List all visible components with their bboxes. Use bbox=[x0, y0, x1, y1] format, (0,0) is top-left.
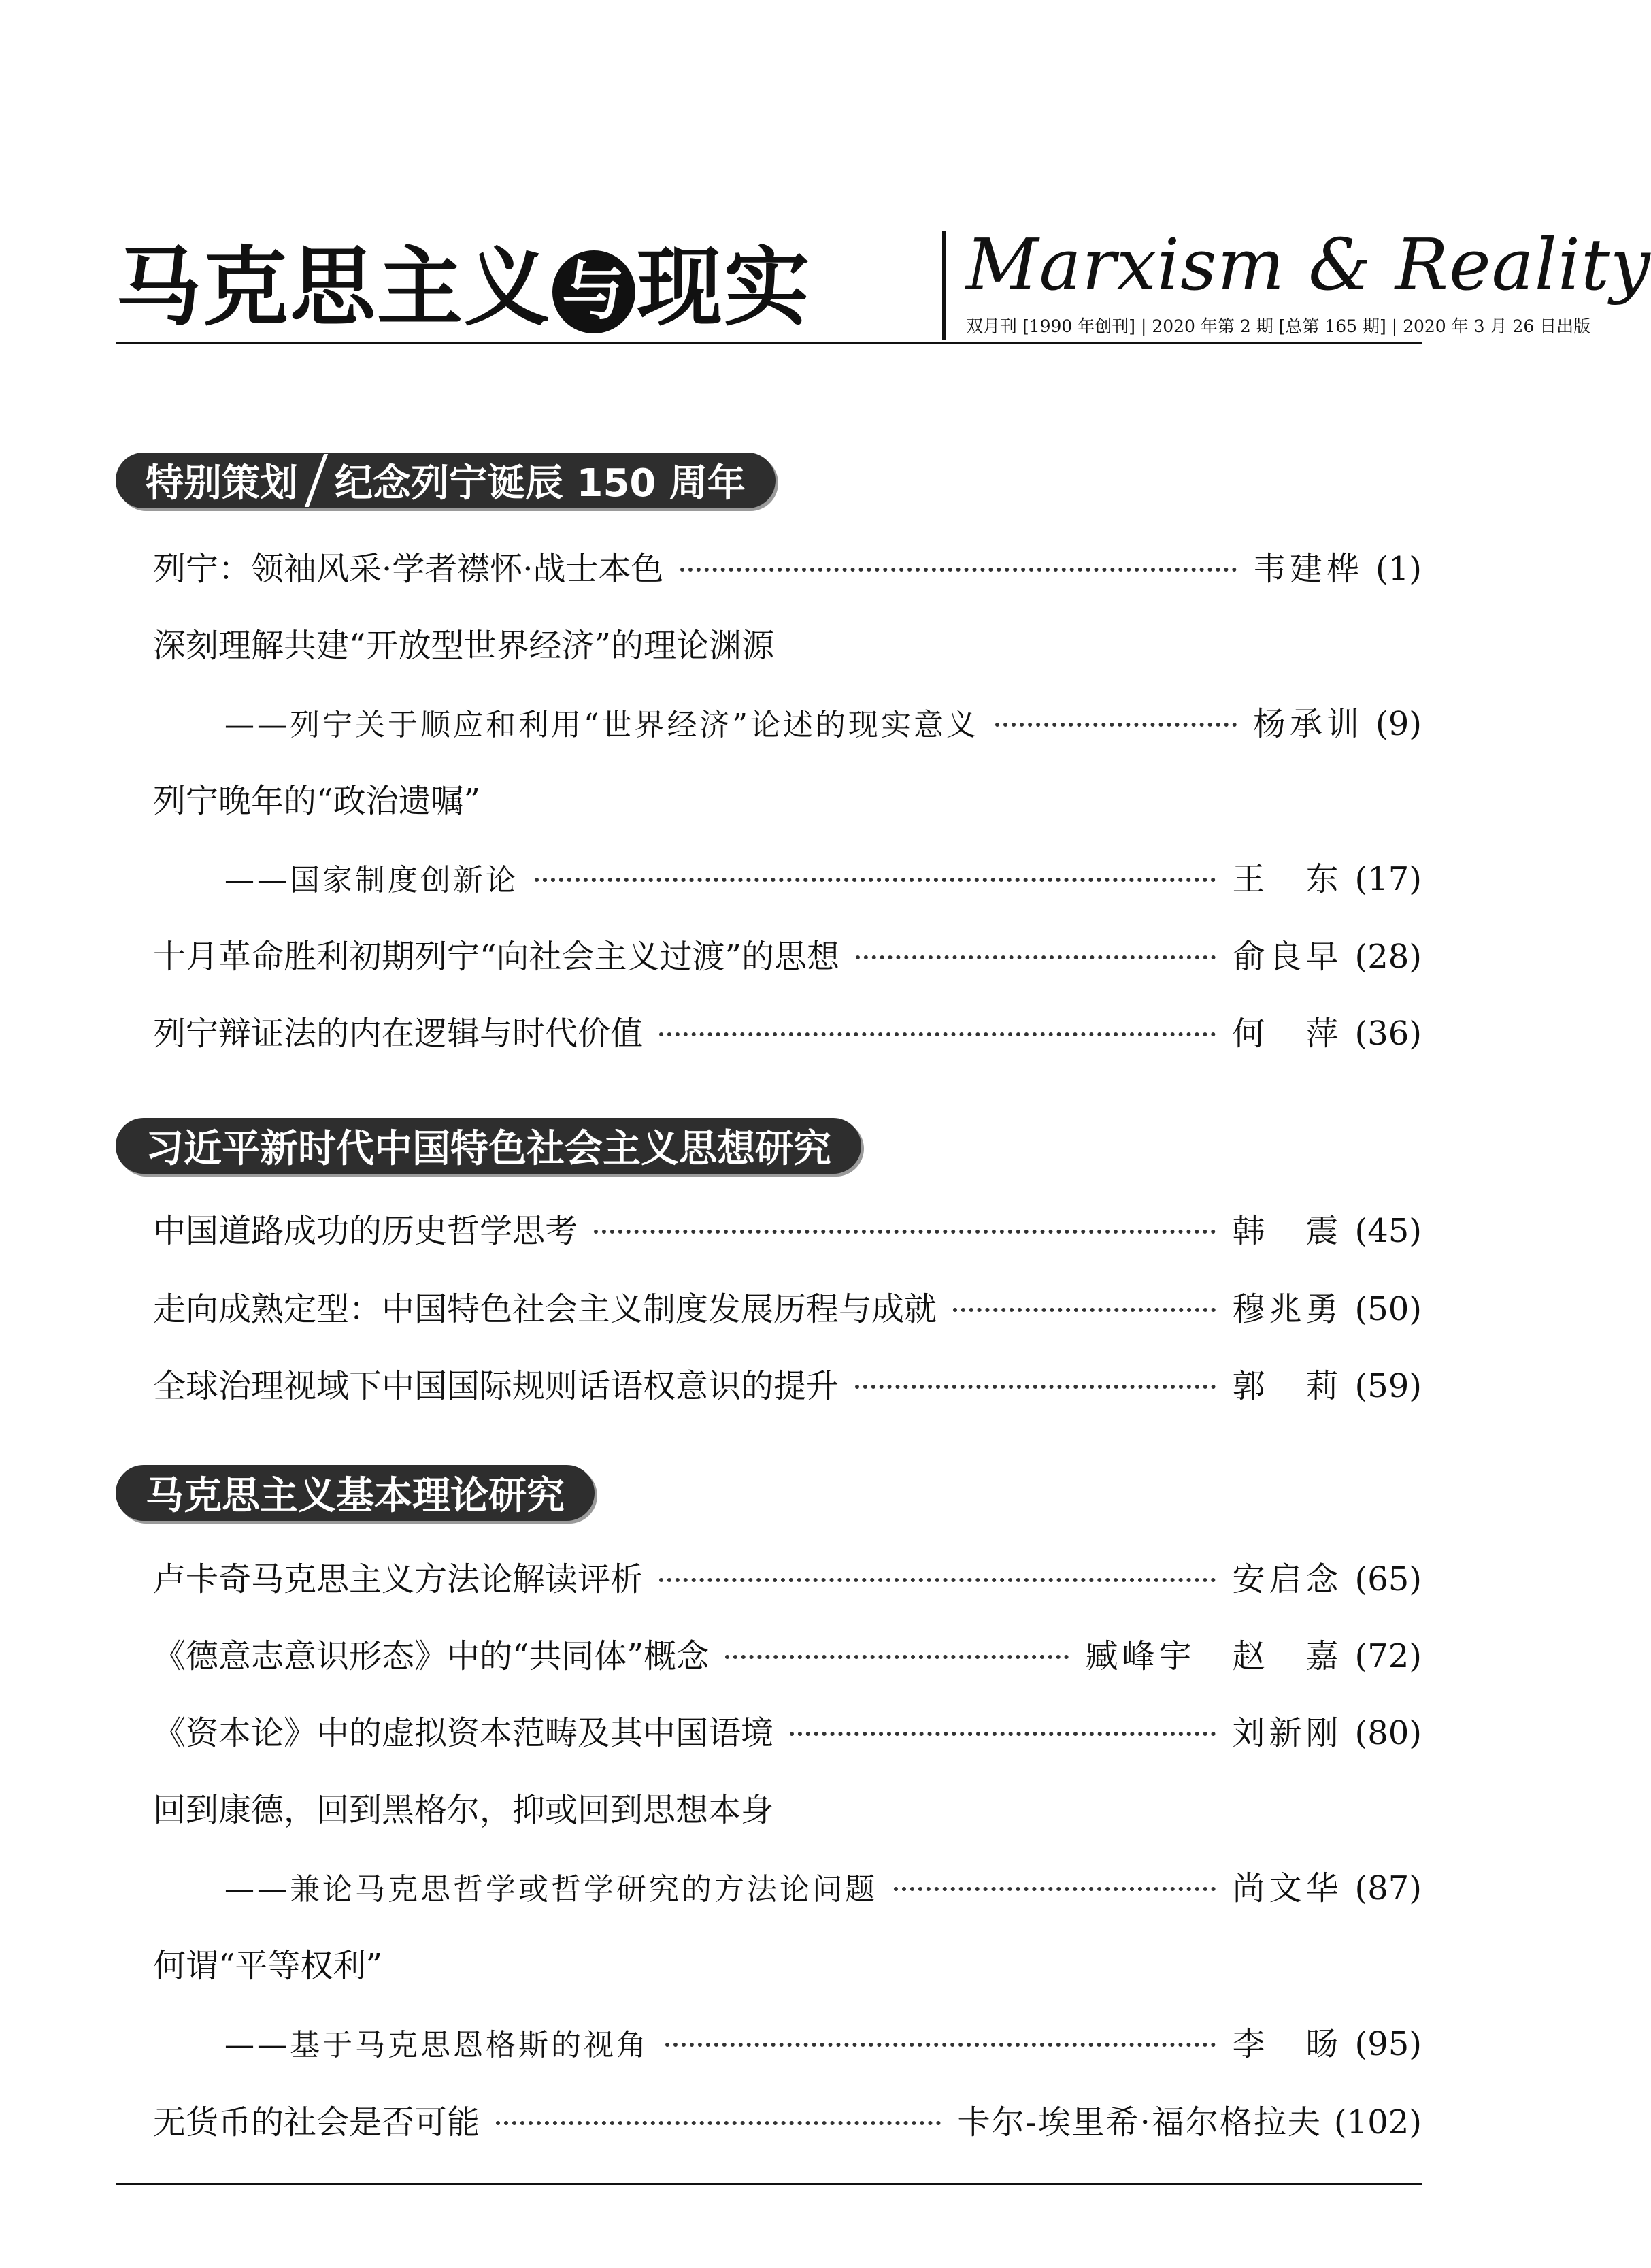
toc-entry[interactable] bbox=[153, 1204, 1422, 1259]
leader-dots bbox=[725, 1655, 1069, 1659]
toc-entry[interactable] bbox=[153, 1553, 1422, 1607]
entry-page: (9) bbox=[1375, 705, 1422, 743]
entry-title: 走向成熟定型：中国特色社会主义制度发展历程与成就 bbox=[153, 1290, 937, 1328]
entry-subtitle: ——兼论马克思哲学或哲学研究的方法论问题 bbox=[224, 1872, 878, 1907]
entry-author: 臧峰宇 赵 嘉 bbox=[1085, 1637, 1343, 1675]
leader-dots bbox=[894, 1887, 1216, 1891]
section-title: 马克思主义基本理论研究 bbox=[146, 1474, 565, 1518]
leader-dots bbox=[665, 2043, 1216, 2047]
toc-entry[interactable] bbox=[153, 774, 1422, 829]
toc-entry-subtitle[interactable] bbox=[224, 853, 1422, 907]
title-divider bbox=[942, 231, 946, 340]
entry-title: 十月革命胜利初期列宁“向社会主义过渡”的思想 bbox=[153, 938, 840, 976]
toc-entry[interactable] bbox=[153, 542, 1422, 597]
banner-slash bbox=[305, 454, 328, 507]
entry-page: (36) bbox=[1354, 1015, 1422, 1053]
entry-author: 刘新刚 bbox=[1232, 1714, 1343, 1752]
leader-dots bbox=[856, 955, 1216, 959]
leader-dots bbox=[496, 2121, 941, 2125]
section-banner-special bbox=[116, 453, 776, 508]
leader-dots bbox=[855, 1385, 1216, 1389]
leader-dots bbox=[995, 723, 1237, 727]
entry-author: 王 东 bbox=[1232, 860, 1343, 898]
entry-title: 回到康德，回到黑格尔，抑或回到思想本身 bbox=[153, 1791, 774, 1829]
entry-page: (72) bbox=[1354, 1637, 1422, 1675]
entry-title: 列宁：领袖风采·学者襟怀·战士本色 bbox=[153, 550, 664, 588]
entry-title: 中国道路成功的历史哲学思考 bbox=[153, 1212, 578, 1250]
entry-title: 深刻理解共建“开放型世界经济”的理论渊源 bbox=[153, 627, 775, 665]
entry-subtitle: ——基于马克思恩格斯的视角 bbox=[224, 2028, 649, 2062]
leader-dots bbox=[659, 1578, 1216, 1582]
entry-author: 卡尔-埃里希·福尔格拉夫 bbox=[957, 2103, 1322, 2141]
entry-title: 《德意志意识形态》中的“共同体”概念 bbox=[153, 1637, 710, 1675]
toc-entry[interactable] bbox=[153, 2096, 1422, 2150]
issue-info: 双月刊 [1990 年创刊] | 2020 年第 2 期 [总第 165 期] | 2020 年 3 月 26 日出版 bbox=[966, 316, 1591, 336]
entry-page: (50) bbox=[1354, 1290, 1422, 1328]
entry-title: 全球治理视域下中国国际规则话语权意识的提升 bbox=[153, 1367, 839, 1405]
entry-author: 穆兆勇 bbox=[1232, 1290, 1343, 1328]
entry-page: (45) bbox=[1354, 1212, 1422, 1250]
toc-entry[interactable] bbox=[153, 1630, 1422, 1684]
entry-page: (28) bbox=[1354, 938, 1422, 976]
leader-dots bbox=[680, 568, 1237, 572]
entry-author: 杨承训 bbox=[1252, 705, 1363, 743]
entry-title: 卢卡奇马克思主义方法论解读评析 bbox=[153, 1560, 644, 1598]
entry-page: (17) bbox=[1354, 860, 1422, 898]
toc-entry[interactable] bbox=[153, 1007, 1422, 1062]
footer-rule bbox=[116, 2183, 1422, 2185]
journal-title-cn-part2: 现实 bbox=[637, 237, 811, 338]
masthead bbox=[116, 211, 1651, 350]
journal-title-circle-char: 与 bbox=[552, 250, 635, 333]
leader-dots bbox=[790, 1732, 1216, 1736]
journal-title-cn bbox=[116, 219, 811, 342]
section-banner-basic-theory bbox=[116, 1465, 595, 1521]
section-title: 习近平新时代中国特色社会主义思想研究 bbox=[146, 1127, 831, 1171]
journal-title-cn-part1: 马克思主义 bbox=[116, 237, 551, 338]
entry-title: 无货币的社会是否可能 bbox=[153, 2103, 480, 2141]
entry-title: 列宁辩证法的内在逻辑与时代价值 bbox=[153, 1015, 644, 1053]
entry-subtitle: ——国家制度创新论 bbox=[224, 863, 518, 898]
entry-subtitle: ——列宁关于顺应和利用“世界经济”论述的现实意义 bbox=[224, 708, 979, 742]
entry-title: 《资本论》中的虚拟资本范畴及其中国语境 bbox=[153, 1714, 774, 1752]
journal-title-en: Marxism & Reality bbox=[966, 223, 1651, 306]
toc-entry-subtitle[interactable] bbox=[224, 1862, 1422, 1916]
leader-dots bbox=[953, 1308, 1216, 1312]
leader-dots bbox=[535, 878, 1216, 882]
entry-author: 韦建桦 bbox=[1252, 550, 1363, 588]
toc-entry-subtitle[interactable] bbox=[224, 697, 1422, 752]
toc-entry[interactable] bbox=[153, 1283, 1422, 1337]
toc-entry[interactable] bbox=[153, 1784, 1422, 1838]
entry-page: (87) bbox=[1354, 1869, 1422, 1907]
entry-page: (65) bbox=[1354, 1560, 1422, 1598]
entry-author: 李 旸 bbox=[1232, 2025, 1343, 2063]
toc-entry[interactable] bbox=[153, 1939, 1422, 1994]
entry-page: (59) bbox=[1354, 1367, 1422, 1405]
entry-title: 列宁晚年的“政治遗嘱” bbox=[153, 782, 481, 820]
toc-entry[interactable] bbox=[153, 619, 1422, 674]
entry-page: (1) bbox=[1375, 550, 1422, 588]
entry-author: 郭 莉 bbox=[1232, 1367, 1343, 1405]
entry-author: 俞良早 bbox=[1232, 938, 1343, 976]
entry-page: (80) bbox=[1354, 1714, 1422, 1752]
section-subtitle: 纪念列宁诞辰 150 周年 bbox=[335, 461, 746, 506]
toc-entry[interactable] bbox=[153, 1360, 1422, 1414]
leader-dots bbox=[659, 1032, 1216, 1036]
entry-title: 何谓“平等权利” bbox=[153, 1947, 383, 1985]
entry-author: 安启念 bbox=[1232, 1560, 1343, 1598]
leader-dots bbox=[594, 1230, 1216, 1234]
entry-author: 韩 震 bbox=[1232, 1212, 1343, 1250]
entry-author: 尚文华 bbox=[1232, 1869, 1343, 1907]
entry-page: (102) bbox=[1333, 2103, 1422, 2141]
header-rule bbox=[116, 342, 1422, 344]
toc-entry[interactable] bbox=[153, 930, 1422, 985]
toc-entry[interactable] bbox=[153, 1707, 1422, 1761]
entry-author: 何 萍 bbox=[1232, 1015, 1343, 1053]
section-banner-xi-thought bbox=[116, 1118, 861, 1174]
entry-page: (95) bbox=[1354, 2025, 1422, 2063]
toc-entry-subtitle[interactable] bbox=[224, 2018, 1422, 2072]
section-title: 特别策划 bbox=[146, 461, 298, 506]
